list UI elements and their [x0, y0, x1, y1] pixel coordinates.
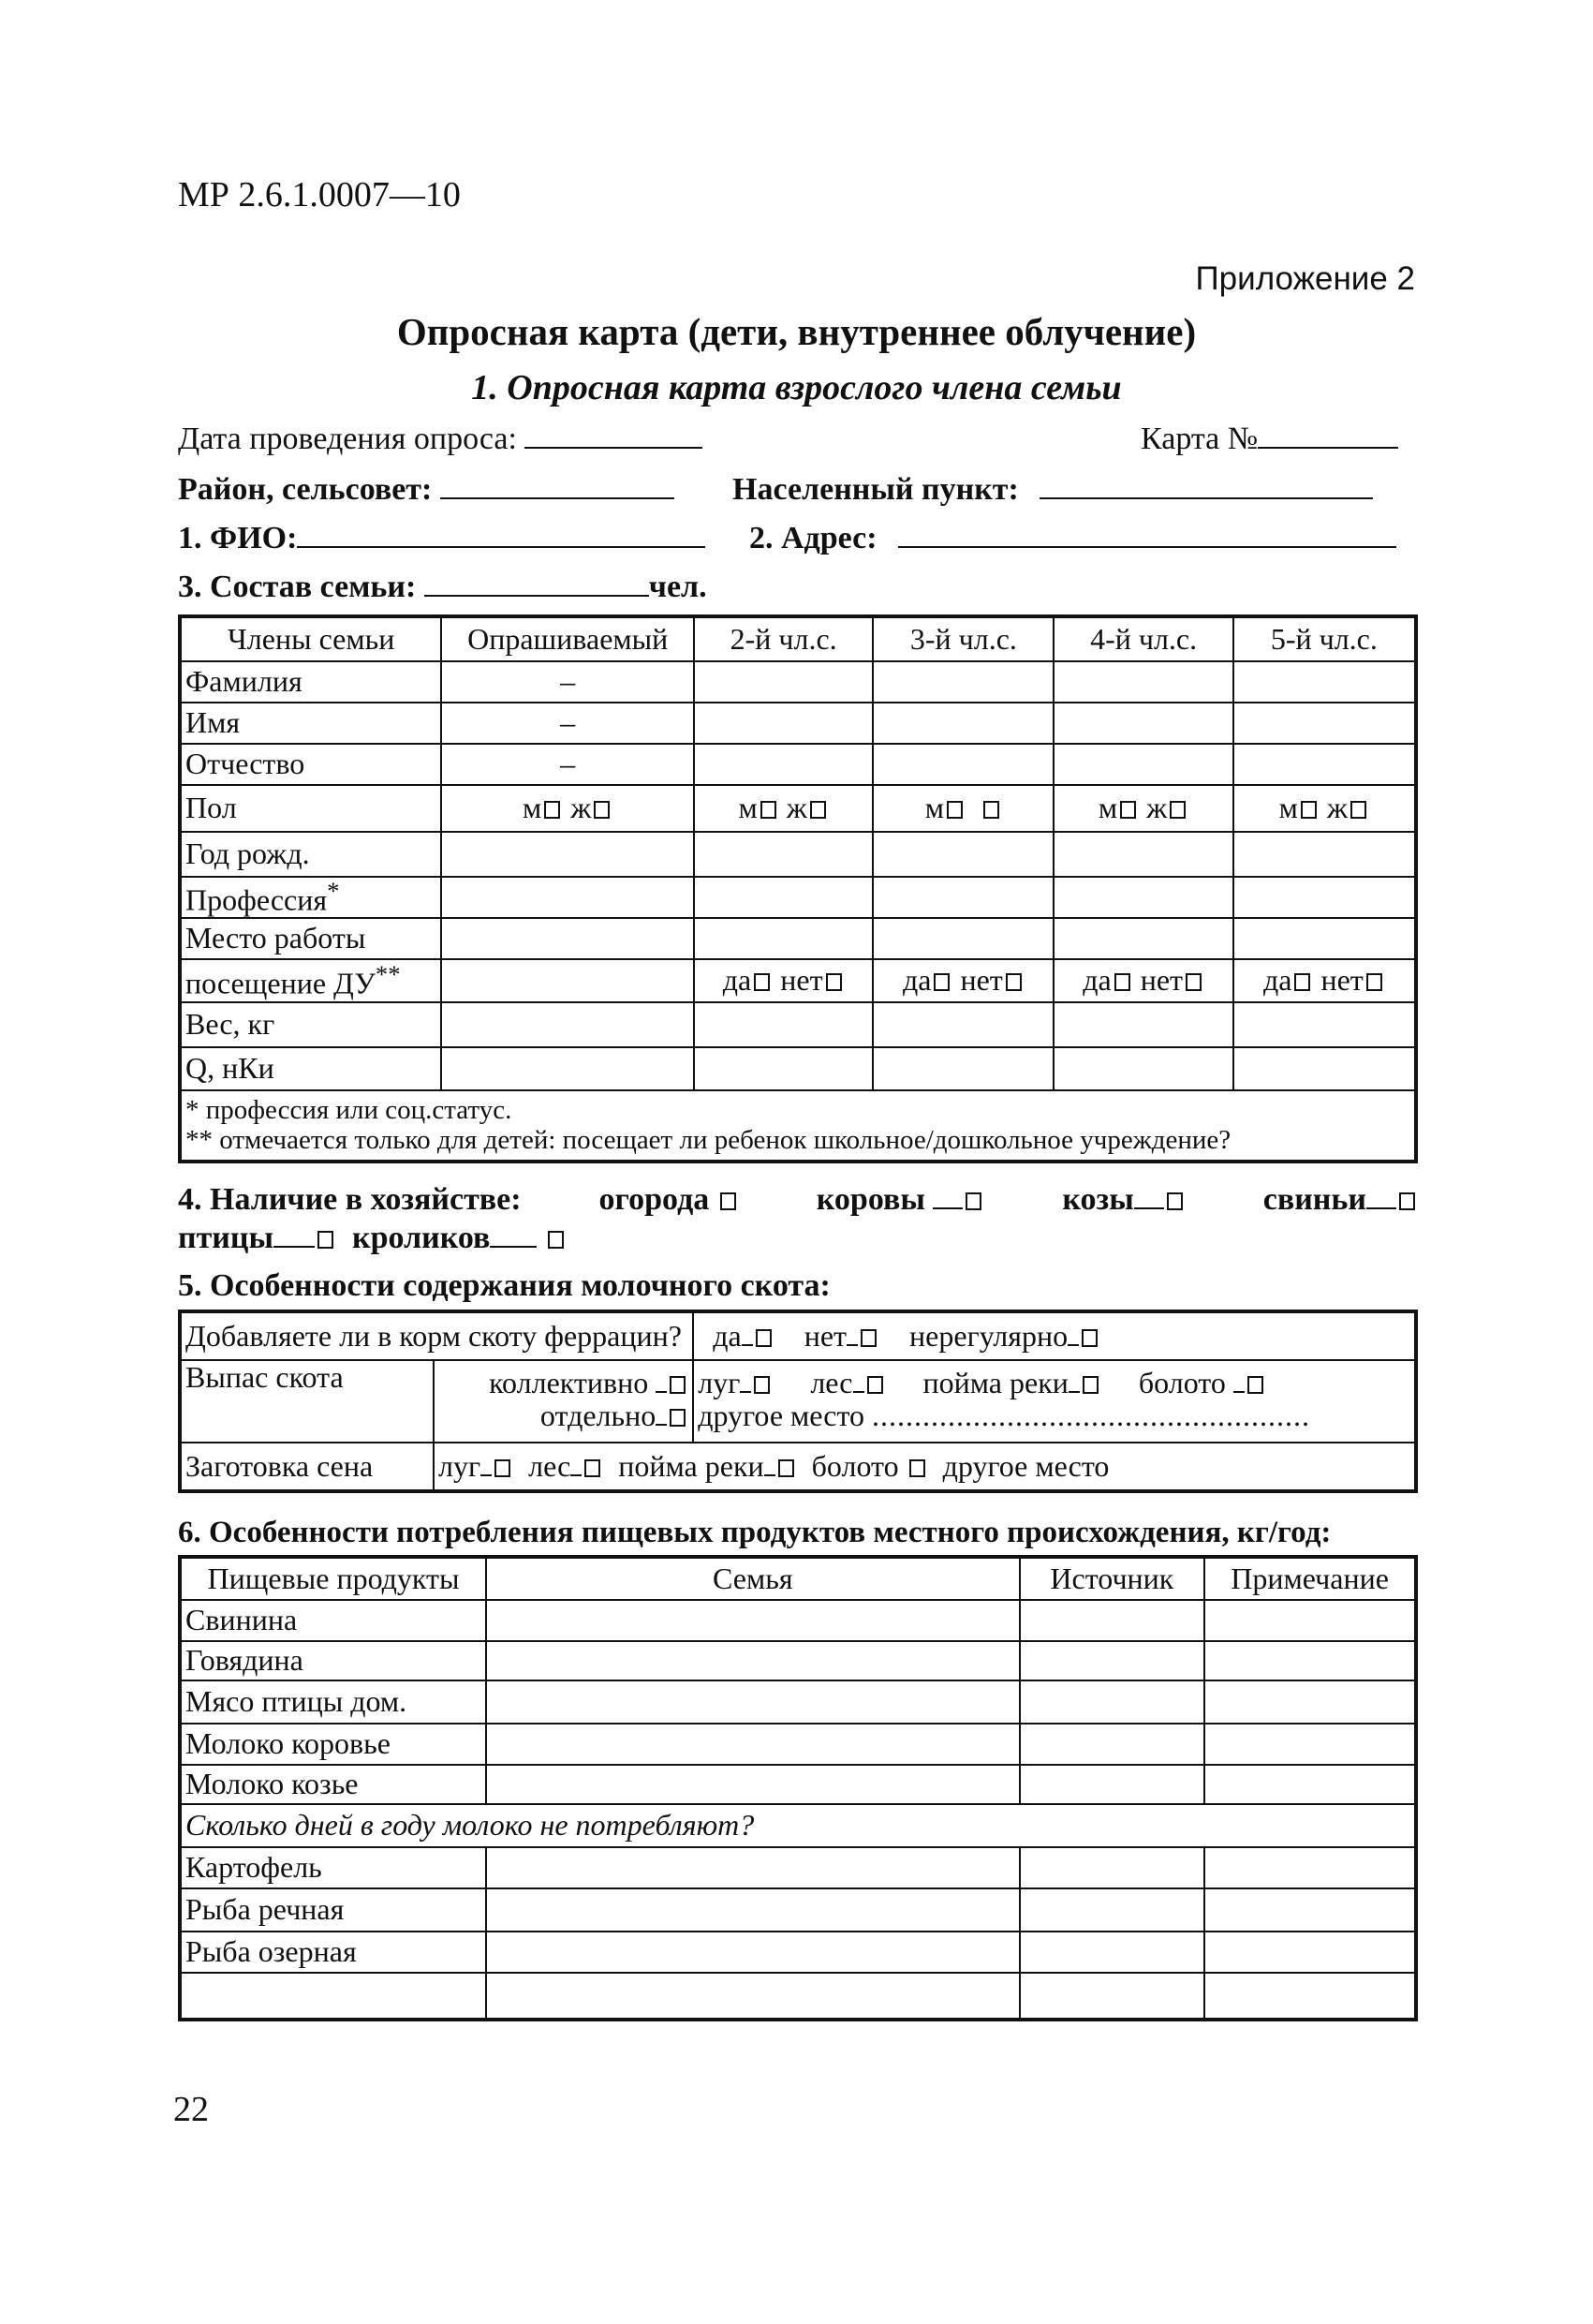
input-cell[interactable] — [1204, 1932, 1416, 1973]
family-row-workplace — [180, 918, 1416, 959]
input-cell[interactable] — [1233, 703, 1416, 744]
food-label: Свинина — [180, 1600, 486, 1641]
family-row-surname — [180, 661, 1416, 703]
checkbox-f[interactable] — [1350, 801, 1366, 819]
card-number-label: Карта № — [1141, 422, 1259, 456]
footnote-mark: * — [327, 877, 340, 906]
blank[interactable] — [853, 1367, 864, 1393]
ferrocin-row — [180, 1311, 1416, 1360]
household-item-cows — [817, 1182, 985, 1218]
checkbox-rabbits[interactable] — [548, 1231, 564, 1249]
visit-cell — [873, 959, 1054, 1002]
place-swamp: болото — [1138, 1366, 1226, 1399]
survey-date-label: Дата проведения опроса: — [178, 422, 517, 456]
row-label: Пол — [180, 785, 441, 832]
food-col-source: Источник — [1020, 1557, 1205, 1600]
food-col-family: Семья — [486, 1557, 1019, 1600]
blank[interactable] — [480, 1450, 492, 1476]
livestock-table — [178, 1310, 1418, 1493]
food-row — [180, 1641, 1416, 1680]
input-cell[interactable] — [1020, 1765, 1205, 1804]
family-row-profession — [180, 877, 1416, 918]
checkbox-yes[interactable] — [934, 973, 950, 991]
checkbox-m[interactable] — [760, 801, 776, 819]
input-cell[interactable] — [1233, 1047, 1416, 1090]
place-forest: лес — [810, 1366, 853, 1399]
checkbox-hay-forest[interactable] — [584, 1459, 600, 1477]
milk-question-row — [180, 1804, 1416, 1847]
blank[interactable] — [656, 1367, 667, 1393]
input-cell[interactable] — [694, 703, 873, 744]
input-cell[interactable] — [1204, 1680, 1416, 1724]
household-item-label: птицы — [178, 1221, 274, 1255]
input-cell[interactable] — [1020, 1932, 1205, 1973]
checkbox-poultry[interactable] — [317, 1231, 333, 1249]
input-cell[interactable] — [1233, 918, 1416, 959]
family-row-q — [180, 1047, 1416, 1090]
food-label: Картофель — [180, 1847, 486, 1888]
input-cell[interactable] — [486, 1680, 1019, 1724]
food-header-row — [180, 1557, 1416, 1600]
food-label[interactable] — [180, 1973, 486, 2020]
card-number-field[interactable] — [1258, 422, 1398, 449]
sex-f-label: ж — [570, 791, 592, 825]
row-label: Год рожд. — [180, 832, 441, 877]
input-cell[interactable] — [486, 1641, 1019, 1680]
food-row-empty — [180, 1973, 1416, 2020]
checkbox-ferrocin-yes[interactable] — [756, 1329, 772, 1347]
family-col-member-3: 3-й чл.с. — [873, 616, 1054, 661]
district-label: Район, сельсовет: — [178, 472, 433, 507]
food-label: Рыба озерная — [180, 1932, 486, 1973]
family-row-patronymic — [180, 744, 1416, 785]
place-floodplain: пойма реки — [922, 1366, 1069, 1399]
blank[interactable] — [847, 1320, 858, 1346]
household-item-goats — [1062, 1182, 1185, 1218]
settlement-row — [732, 472, 1373, 508]
family-label: 3. Состав семьи: — [178, 570, 417, 604]
checkbox-f[interactable] — [1170, 801, 1186, 819]
checkbox-collective[interactable] — [670, 1376, 686, 1394]
goats-blank[interactable] — [1134, 1183, 1164, 1209]
checkbox-ferrocin-no[interactable] — [861, 1329, 877, 1347]
note-2: ** отмечается только для детей: посещает ли ребенок школьное/дошкольное учреждение? — [185, 1124, 1232, 1155]
household-item-label: козы — [1062, 1182, 1134, 1217]
input-cell[interactable] — [1054, 661, 1232, 703]
visit-cell — [1233, 959, 1416, 1002]
input-cell[interactable] — [486, 1600, 1019, 1641]
survey-date-row — [178, 422, 702, 457]
family-row-sex — [180, 785, 1416, 832]
page-number: 22 — [173, 2090, 209, 2129]
no-label: нет — [1320, 963, 1364, 998]
checkbox-m[interactable] — [544, 801, 560, 819]
checkbox-separate[interactable] — [670, 1409, 686, 1427]
place-meadow: луг — [698, 1366, 741, 1399]
household-item-label: огорода — [598, 1182, 710, 1217]
input-cell[interactable] — [694, 1002, 873, 1047]
input-cell[interactable] — [1054, 1047, 1232, 1090]
dotted-line[interactable]: .................................................... — [872, 1399, 1311, 1433]
food-row — [180, 1765, 1416, 1804]
household-item-label: свиньи — [1262, 1182, 1366, 1217]
checkbox-m[interactable] — [1120, 801, 1136, 819]
checkbox-no[interactable] — [826, 973, 842, 991]
checkbox-goats[interactable] — [1167, 1192, 1183, 1210]
food-col-products: Пищевые продукты — [180, 1557, 486, 1600]
district-row — [178, 472, 674, 508]
input-cell[interactable] — [1204, 1765, 1416, 1804]
checkbox-garden[interactable] — [720, 1192, 736, 1210]
household-item-rabbits — [352, 1221, 567, 1255]
sex-cell — [1233, 785, 1416, 832]
option-irregular: нерегулярно — [909, 1318, 1069, 1353]
other-place-label: другое место — [698, 1399, 865, 1433]
input-cell[interactable] — [873, 1002, 1054, 1047]
family-col-member-2: 2-й чл.с. — [694, 616, 873, 661]
checkbox-yes[interactable] — [1114, 973, 1130, 991]
input-cell[interactable] — [1020, 1973, 1205, 2020]
blank[interactable] — [1233, 1367, 1245, 1393]
grazing-places — [693, 1360, 1416, 1443]
household-row-2 — [178, 1221, 567, 1256]
grazing-label: Выпас скота — [180, 1360, 434, 1443]
hay-floodplain: пойма реки — [618, 1448, 764, 1483]
sex-m-label: м — [1278, 791, 1298, 825]
collective-label: коллективно — [489, 1366, 649, 1399]
blank[interactable] — [570, 1450, 582, 1476]
hay-forest: лес — [528, 1448, 571, 1483]
checkbox-cows[interactable] — [966, 1192, 981, 1210]
checkbox-f[interactable] — [594, 801, 610, 819]
food-label: Молоко коровье — [180, 1724, 486, 1765]
input-cell[interactable] — [1054, 877, 1232, 918]
yes-label: да — [1083, 963, 1112, 998]
checkbox-floodplain[interactable] — [1083, 1376, 1099, 1394]
grazing-row — [180, 1360, 1416, 1443]
yes-label: да — [1262, 963, 1292, 998]
input-cell[interactable] — [694, 877, 873, 918]
input-cell[interactable] — [694, 832, 873, 877]
family-header-row — [180, 616, 1416, 661]
input-cell[interactable] — [1233, 661, 1416, 703]
fio-label: 1. ФИО: — [178, 521, 298, 555]
input-cell[interactable] — [441, 877, 694, 918]
sex-m-label: м — [924, 791, 944, 825]
poultry-blank[interactable] — [273, 1221, 315, 1248]
checkbox-yes[interactable] — [754, 973, 770, 991]
input-cell[interactable] — [441, 1002, 694, 1047]
row-label: Отчество — [180, 744, 441, 785]
note-1: * профессия или соц.статус. — [185, 1094, 512, 1125]
blank[interactable] — [742, 1320, 753, 1346]
food-table — [178, 1555, 1418, 2021]
food-row — [180, 1600, 1416, 1641]
family-row-weight — [180, 1002, 1416, 1047]
input-cell[interactable] — [1054, 744, 1232, 785]
sex-cell — [694, 785, 873, 832]
blank[interactable] — [764, 1450, 775, 1476]
hay-other: другое место — [942, 1448, 1110, 1483]
row-label: Имя — [180, 703, 441, 744]
input-cell[interactable] — [1020, 1680, 1205, 1724]
family-row-visit — [180, 959, 1416, 1002]
checkbox-no[interactable] — [1366, 973, 1382, 991]
dash-cell: – — [441, 703, 694, 744]
food-label: Рыба речная — [180, 1888, 486, 1932]
input-cell[interactable] — [873, 1047, 1054, 1090]
input-cell[interactable] — [694, 661, 873, 703]
input-cell[interactable] — [1204, 1847, 1416, 1888]
grazing-separate — [438, 1399, 688, 1432]
livestock-title: 5. Особенности содержания молочного скота: — [178, 1268, 831, 1303]
blank[interactable] — [1068, 1320, 1079, 1346]
blank[interactable] — [740, 1367, 751, 1393]
input-cell[interactable] — [1204, 1888, 1416, 1932]
family-col-respondent: Опрашиваемый — [441, 616, 694, 661]
family-notes — [180, 1090, 1416, 1162]
checkbox-no[interactable] — [1006, 973, 1022, 991]
checkbox-m[interactable] — [947, 801, 963, 819]
sex-cell — [1054, 785, 1232, 832]
food-row — [180, 1680, 1416, 1724]
sex-cell — [441, 785, 694, 832]
input-cell[interactable] — [486, 1932, 1019, 1973]
checkbox-meadow[interactable] — [754, 1376, 770, 1394]
household-label: 4. Наличие в хозяйстве: — [178, 1182, 522, 1217]
household-item-garden — [599, 1182, 739, 1218]
hay-swamp: болото — [811, 1448, 899, 1483]
family-notes-row — [180, 1090, 1416, 1162]
sex-f-label: ж — [1146, 791, 1168, 825]
separate-label: отдельно — [539, 1399, 656, 1433]
cows-blank[interactable] — [933, 1183, 963, 1209]
address-field[interactable] — [898, 522, 1396, 548]
food-label: Говядина — [180, 1641, 486, 1680]
sex-f-label: ж — [786, 791, 807, 825]
sex-m-label: м — [1098, 791, 1118, 825]
input-cell[interactable] — [486, 1724, 1019, 1765]
checkbox-hay-swamp[interactable] — [909, 1459, 925, 1477]
fio-field[interactable] — [297, 522, 705, 548]
input-cell[interactable] — [1020, 1600, 1205, 1641]
input-cell[interactable] — [1054, 703, 1232, 744]
household-item-label: коровы — [816, 1182, 925, 1217]
checkbox-pigs[interactable] — [1399, 1192, 1415, 1210]
page-title: Опросная карта (дети, внутреннее облучение) — [396, 310, 1197, 353]
dash-cell: – — [441, 744, 694, 785]
visit-cell — [694, 959, 873, 1002]
sex-cell — [873, 785, 1054, 832]
checkbox-ferrocin-irregular[interactable] — [1082, 1329, 1098, 1347]
option-yes: да — [713, 1318, 742, 1353]
input-cell[interactable] — [1233, 1002, 1416, 1047]
other-place-row — [698, 1399, 1410, 1432]
option-no: нет — [804, 1318, 848, 1353]
ferrocin-question: Добавляете ли в корм скоту феррацин? — [180, 1311, 693, 1360]
input-cell[interactable] — [1204, 1600, 1416, 1641]
input-cell[interactable] — [486, 1973, 1019, 2020]
input-cell[interactable] — [694, 744, 873, 785]
household-row-1 — [178, 1182, 1418, 1218]
row-label: Фамилия — [180, 661, 441, 703]
sex-m-label: м — [738, 791, 758, 825]
profession-label: Профессия — [185, 882, 328, 917]
input-cell[interactable] — [1054, 1002, 1232, 1047]
family-col-member-5: 5-й чл.с. — [1233, 616, 1416, 661]
input-cell[interactable] — [1204, 1641, 1416, 1680]
address-row — [749, 521, 1396, 556]
input-cell[interactable] — [694, 918, 873, 959]
survey-date-field[interactable] — [524, 422, 702, 449]
no-label: нет — [1140, 963, 1183, 998]
input-cell[interactable] — [486, 1888, 1019, 1932]
input-cell[interactable] — [441, 959, 694, 1002]
checkbox-f[interactable] — [810, 801, 826, 819]
input-cell[interactable] — [873, 877, 1054, 918]
input-cell[interactable] — [1233, 744, 1416, 785]
row-label: Вес, кг — [180, 1002, 441, 1047]
food-label: Молоко козье — [180, 1765, 486, 1804]
milk-question: Сколько дней в году молоко не потребляют? — [180, 1804, 1416, 1847]
input-cell[interactable] — [873, 661, 1054, 703]
checkbox-no[interactable] — [1186, 973, 1202, 991]
checkbox-hay-meadow[interactable] — [494, 1459, 510, 1477]
input-cell[interactable] — [1204, 1724, 1416, 1765]
input-cell[interactable] — [873, 703, 1054, 744]
appendix-label: Приложение 2 — [1195, 260, 1415, 297]
no-label: нет — [960, 963, 1003, 998]
row-label — [180, 877, 441, 918]
checkbox-m[interactable] — [1301, 801, 1317, 819]
family-row-birth-year — [180, 832, 1416, 877]
food-col-note: Примечание — [1204, 1557, 1416, 1600]
food-row — [180, 1724, 1416, 1765]
input-cell[interactable] — [1204, 1973, 1416, 2020]
row-label: Место работы — [180, 918, 441, 959]
fio-row — [178, 521, 705, 556]
hay-places — [434, 1443, 1416, 1491]
address-label: 2. Адрес: — [749, 521, 878, 555]
family-count-field[interactable] — [424, 570, 649, 597]
sex-m-label: м — [523, 791, 542, 825]
food-row — [180, 1932, 1416, 1973]
document-code: МР 2.6.1.0007—10 — [178, 175, 461, 215]
checkbox-forest[interactable] — [867, 1376, 883, 1394]
sex-f-label: ж — [1326, 791, 1349, 825]
hay-label: Заготовка сена — [180, 1443, 434, 1491]
no-label: нет — [780, 963, 823, 998]
checkbox-hay-floodplain[interactable] — [778, 1459, 794, 1477]
input-cell[interactable] — [873, 918, 1054, 959]
input-cell[interactable] — [486, 1765, 1019, 1804]
input-cell[interactable] — [1054, 832, 1232, 877]
input-cell[interactable] — [441, 1047, 694, 1090]
grazing-collective — [438, 1367, 688, 1399]
checkbox-swamp[interactable] — [1247, 1376, 1263, 1394]
blank[interactable] — [656, 1399, 667, 1426]
district-field[interactable] — [440, 473, 674, 499]
household-item-label: кроликов — [352, 1221, 491, 1255]
rabbits-blank[interactable] — [490, 1221, 537, 1248]
input-cell[interactable] — [1054, 918, 1232, 959]
input-cell[interactable] — [1020, 1641, 1205, 1680]
row-label — [180, 959, 441, 1002]
input-cell[interactable] — [441, 832, 694, 877]
pigs-blank[interactable] — [1366, 1183, 1396, 1209]
hay-meadow: луг — [438, 1448, 481, 1483]
family-row — [178, 570, 707, 605]
input-cell[interactable] — [441, 918, 694, 959]
grazing-places-row — [698, 1367, 1410, 1399]
input-cell[interactable] — [486, 1847, 1019, 1888]
dash-cell: – — [441, 661, 694, 703]
checkbox-yes[interactable] — [1294, 973, 1310, 991]
household-item-poultry — [178, 1221, 336, 1255]
settlement-label: Населенный пункт: — [732, 472, 1019, 507]
visit-label: посещение ДУ — [185, 966, 376, 1000]
input-cell[interactable] — [873, 744, 1054, 785]
yes-label: да — [722, 963, 752, 998]
input-cell[interactable] — [873, 832, 1054, 877]
family-col-member-4: 4-й чл.с. — [1054, 616, 1232, 661]
family-row-name — [180, 703, 1416, 744]
input-cell[interactable] — [1020, 1888, 1205, 1932]
grazing-mode — [434, 1360, 693, 1443]
food-label: Мясо птицы дом. — [180, 1680, 486, 1724]
row-label: Q, нКи — [180, 1047, 441, 1090]
ferrocin-options — [693, 1311, 1416, 1360]
input-cell[interactable] — [694, 1047, 873, 1090]
input-cell[interactable] — [1020, 1847, 1205, 1888]
input-cell[interactable] — [1233, 832, 1416, 877]
food-row — [180, 1847, 1416, 1888]
family-table — [178, 614, 1418, 1163]
food-row — [180, 1888, 1416, 1932]
household-item-pigs — [1263, 1182, 1418, 1218]
checkbox-f[interactable] — [983, 801, 999, 819]
food-title: 6. Особенности потребления пищевых продуктов местного происхождения, кг/год: — [178, 1516, 1332, 1549]
family-unit: чел. — [648, 570, 707, 604]
footnote-mark: ** — [375, 960, 401, 989]
input-cell[interactable] — [1020, 1724, 1205, 1765]
family-col-members: Члены семьи — [180, 616, 441, 661]
visit-cell — [1054, 959, 1232, 1002]
input-cell[interactable] — [1233, 877, 1416, 918]
yes-label: да — [902, 963, 932, 998]
card-number-row — [1141, 422, 1398, 457]
hay-row — [180, 1443, 1416, 1491]
blank[interactable] — [1069, 1367, 1080, 1393]
page-subtitle: 1. Опросная карта взрослого члена семьи — [471, 368, 1122, 407]
settlement-field[interactable] — [1040, 473, 1373, 499]
